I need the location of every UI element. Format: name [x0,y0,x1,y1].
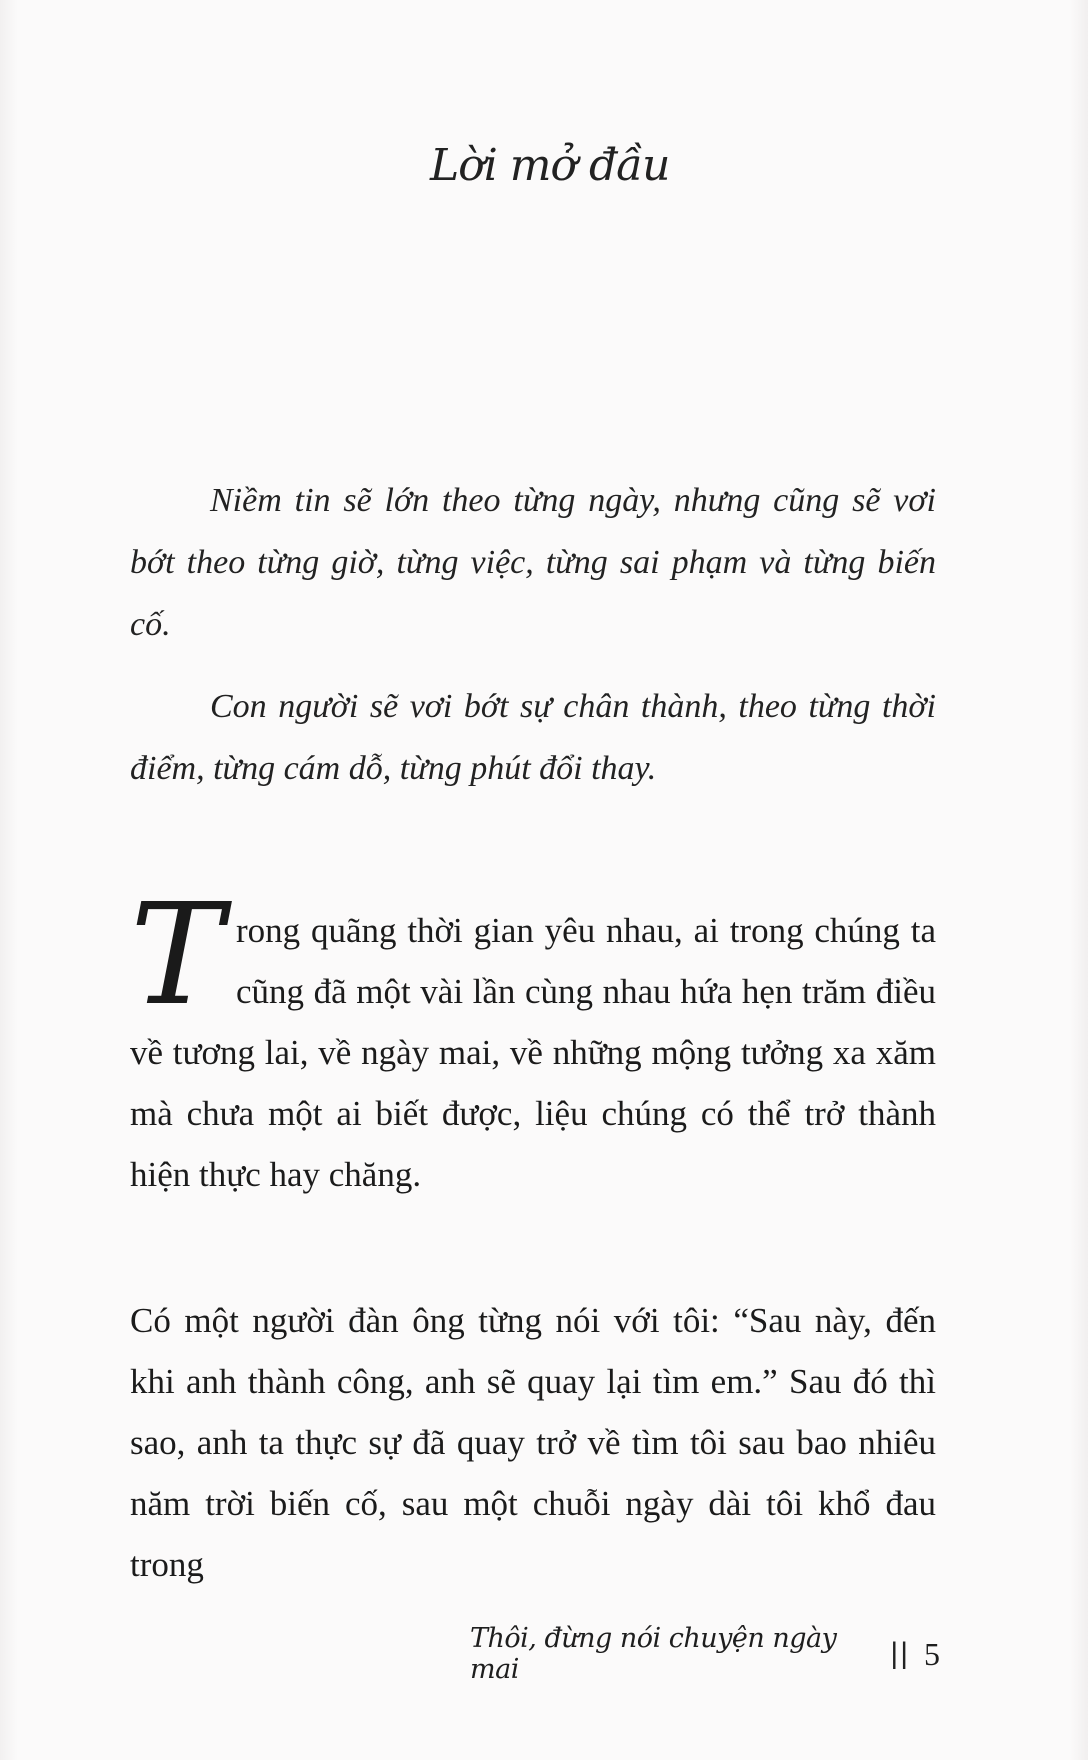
epigraph-paragraph-2: Con người sẽ vơi bớt sự chân thành, theo từng thời điểm, từng cám dỗ, từng phút đổi thay. [130,688,936,787]
epigraph-paragraph-1: Niềm tin sẽ lớn theo từng ngày, nhưng cũng sẽ vơi bớt theo từng giờ, từng việc, từng sai phạm và từng biến cố. [130,482,936,643]
page-footer [470,1624,940,1684]
page-number: 5 [924,1635,940,1672]
body-paragraph-1 [130,874,936,1205]
body-paragraph-2: Có một người đàn ông từng nói với tôi: “Sau này, đến khi anh thành công, anh sẽ quay lại tìm em.” Sau đó thì sao, anh ta thực sự đã quay trở về tìm tôi sau bao nhiêu năm trời biến cố, sau một chuỗi ngày dài tôi khổ đau trong [130,1301,936,1584]
page-heading: Lời mở đầu [430,140,670,191]
footer-divider: || [890,1637,910,1670]
body-paragraph-1-text: rong quãng thời gian yêu nhau, ai trong chúng ta cũng đã một vài lần cùng nhau hứa hẹn trăm điều về tương lai, về ngày mai, về những mộng tưởng xa xăm mà chưa một ai biết được, liệu chúng có thể trở thành hiện thực hay chăng. [130,911,936,1194]
running-title: Thôi, đừng nói chuyện ngày mai [470,1623,837,1685]
drop-cap: T [130,874,224,1037]
